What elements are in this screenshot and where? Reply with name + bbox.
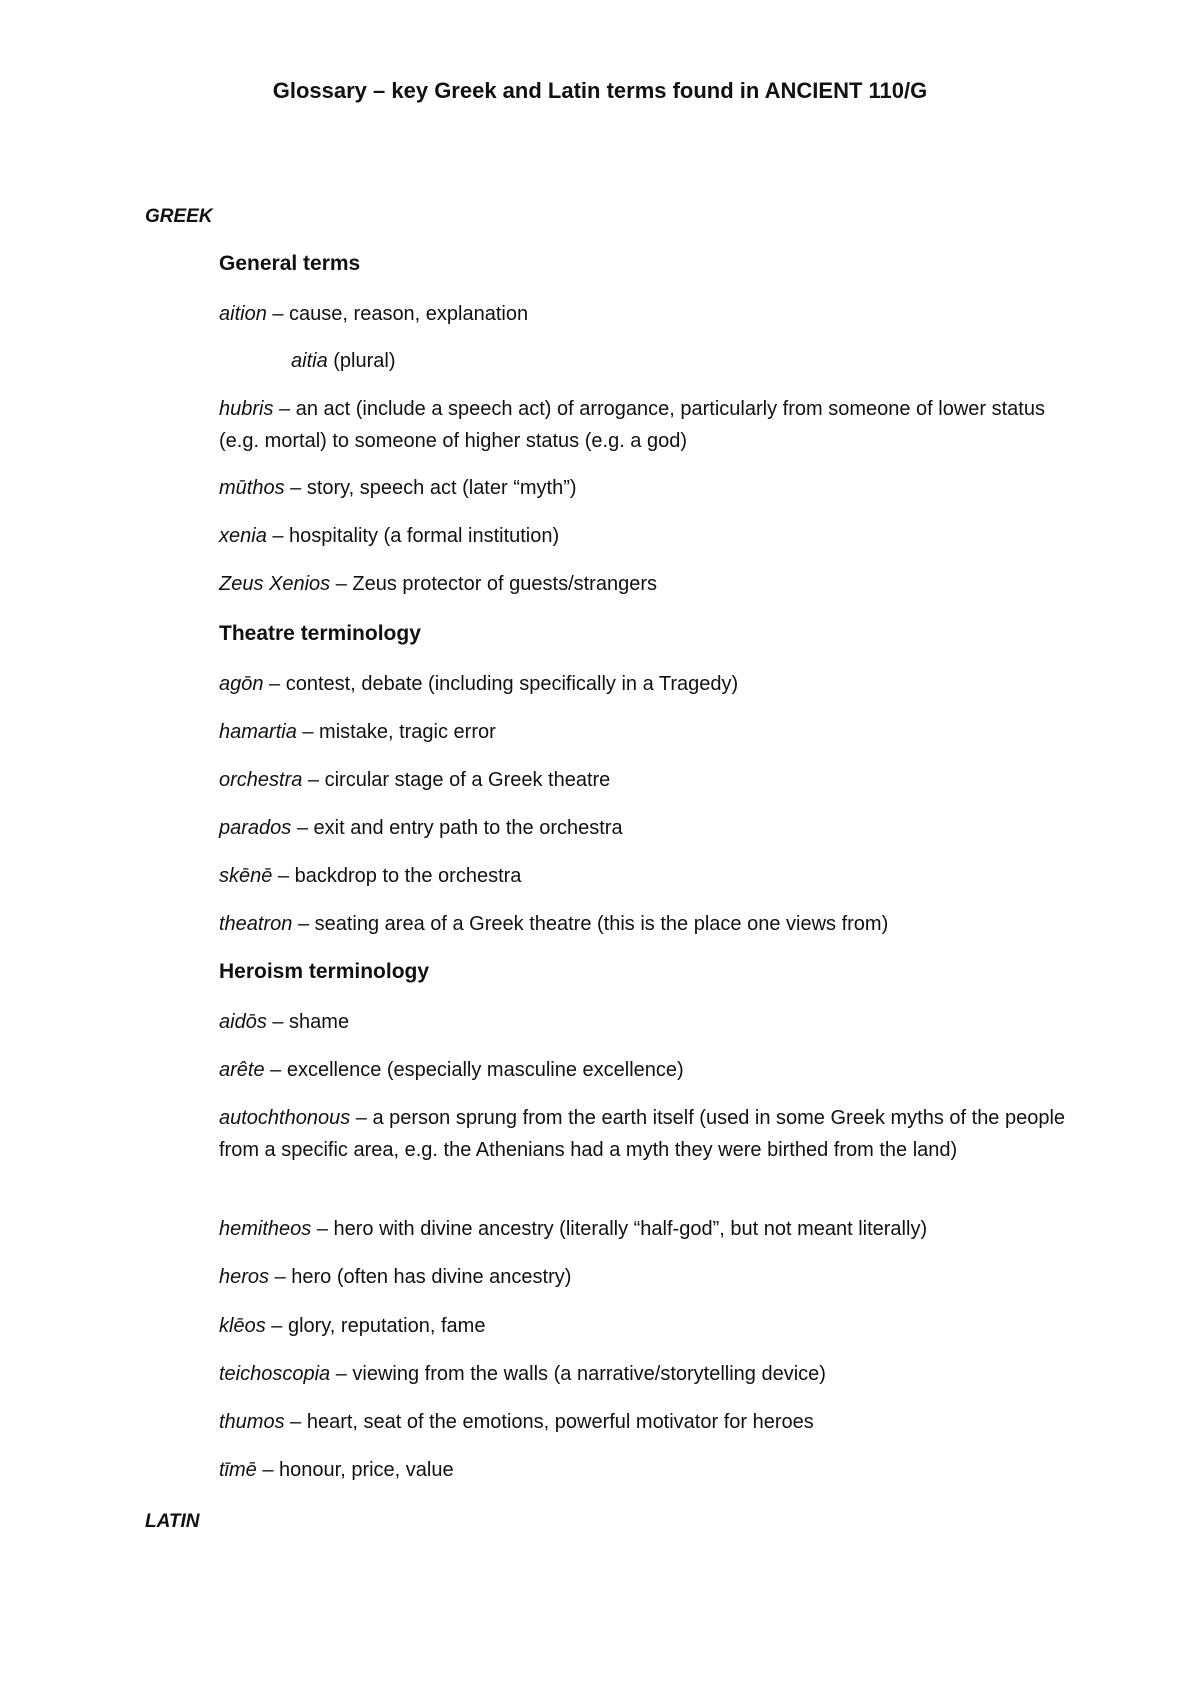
section-heading-greek: GREEK <box>145 206 213 227</box>
glossary-term: heros <box>219 1266 270 1288</box>
glossary-entry <box>219 298 1079 330</box>
glossary-entry <box>219 472 1079 504</box>
glossary-entry <box>219 1310 1079 1342</box>
glossary-definition: – cause, reason, explanation <box>266 303 529 325</box>
glossary-term: hubris <box>219 398 274 420</box>
glossary-definition: – shame <box>266 1011 350 1033</box>
glossary-term: klēos <box>219 1315 266 1337</box>
glossary-definition: – hero with divine ancestry (literally “half-god”, but not meant literally) <box>311 1218 928 1240</box>
glossary-entry <box>219 1213 1079 1245</box>
glossary-entry <box>219 1006 1079 1038</box>
glossary-definition: – an act (include a speech act) of arrogance, particularly from someone of lower status (e.g. mortal) to someone of higher status (e.g. a god) <box>219 398 1045 452</box>
glossary-term: aitia <box>291 350 328 372</box>
glossary-definition: – mistake, tragic error <box>296 721 496 743</box>
glossary-entry <box>219 716 1079 748</box>
glossary-term: mūthos <box>219 477 285 499</box>
glossary-entry <box>219 393 1079 457</box>
glossary-term: hemitheos <box>219 1218 312 1240</box>
glossary-definition: – seating area of a Greek theatre (this is the place one views from) <box>292 913 889 935</box>
glossary-term: agōn <box>219 673 264 695</box>
glossary-definition: – backdrop to the orchestra <box>272 865 522 887</box>
subheading-heroism-terminology: Heroism terminology <box>219 960 430 983</box>
glossary-definition: – excellence (especially masculine excellence) <box>264 1059 684 1081</box>
glossary-entry <box>219 1102 1079 1166</box>
glossary-term: orchestra <box>219 769 303 791</box>
glossary-term: tīmē <box>219 1459 257 1481</box>
glossary-entry <box>219 520 1079 552</box>
glossary-definition: – exit and entry path to the orchestra <box>291 817 623 839</box>
glossary-definition: – story, speech act (later “myth”) <box>284 477 577 499</box>
glossary-term: skēnē <box>219 865 273 887</box>
glossary-definition: – hero (often has divine ancestry) <box>269 1266 572 1288</box>
glossary-entry <box>219 1054 1079 1086</box>
glossary-definition: – heart, seat of the emotions, powerful motivator for heroes <box>284 1411 814 1433</box>
section-heading-latin: LATIN <box>145 1511 200 1532</box>
subheading-general-terms: General terms <box>219 252 361 275</box>
glossary-entry <box>219 908 1079 940</box>
glossary-term: autochthonous <box>219 1107 351 1129</box>
glossary-term: Zeus Xenios <box>219 573 331 595</box>
glossary-definition: – honour, price, value <box>256 1459 454 1481</box>
glossary-entry <box>219 568 1079 600</box>
document-title: Glossary – key Greek and Latin terms found in ANCIENT 110/G <box>272 78 928 103</box>
glossary-definition: – viewing from the walls (a narrative/storytelling device) <box>330 1363 826 1385</box>
glossary-term: parados <box>219 817 292 839</box>
glossary-definition: – hospitality (a formal institution) <box>266 525 560 547</box>
glossary-entry <box>219 812 1079 844</box>
glossary-term: aition <box>219 303 267 325</box>
glossary-definition: – a person sprung from the earth itself (used in some Greek myths of the people from a specific area, e.g. the Athenians had a myth they were birthed from the land) <box>219 1107 1066 1161</box>
glossary-entry <box>219 1406 1079 1438</box>
glossary-term: thumos <box>219 1411 285 1433</box>
glossary-term: teichoscopia <box>219 1363 331 1385</box>
subheading-theatre-terminology: Theatre terminology <box>219 622 421 645</box>
glossary-entry <box>219 860 1079 892</box>
glossary-definition: (plural) <box>327 350 396 372</box>
glossary-definition: – contest, debate (including specifically in a Tragedy) <box>263 673 739 695</box>
glossary-term: aidōs <box>219 1011 267 1033</box>
glossary-term: arête <box>219 1059 265 1081</box>
glossary-definition: – Zeus protector of guests/strangers <box>330 573 657 595</box>
glossary-definition: – glory, reputation, fame <box>265 1315 486 1337</box>
glossary-term: theatron <box>219 913 293 935</box>
glossary-entry <box>291 345 1151 377</box>
glossary-entry <box>219 1454 1079 1486</box>
glossary-entry <box>219 1261 1079 1293</box>
glossary-entry <box>219 764 1079 796</box>
glossary-term: hamartia <box>219 721 297 743</box>
glossary-entry <box>219 668 1079 700</box>
glossary-entry <box>219 1358 1079 1390</box>
glossary-definition: – circular stage of a Greek theatre <box>302 769 611 791</box>
glossary-term: xenia <box>219 525 267 547</box>
